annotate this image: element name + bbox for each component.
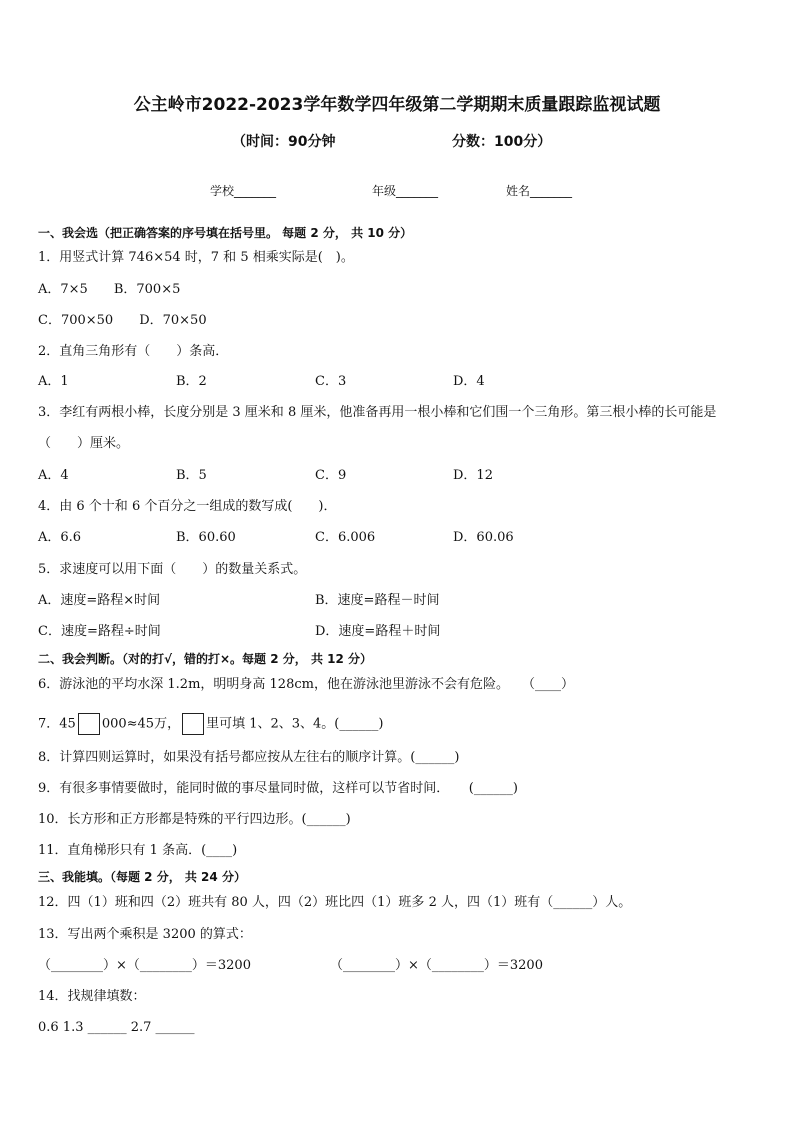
grade-field: 年级_______ [372,184,439,198]
question-1-options-row2: C．700×50 D．70×50 [38,313,207,328]
question-2-option-a: A．1 [38,374,69,389]
question-13: 13．写出两个乘积是 3200 的算式： [38,927,252,942]
page-title: 公主岭市2022-2023学年数学四年级第二学期期末质量跟踪监视试题 [133,95,661,115]
question-3-line1: 3．李红有两根小棒，长度分别是 3 厘米和 8 厘米，他准备再用一根小棒和它们围一个三角形。第三根小棒的长可能是 [38,405,717,420]
question-4-option-d: D．60.06 [453,530,514,545]
question-2-option-c: C．3 [315,374,347,389]
question-7-part3: 里可填 1、2、3、4。(______) [206,716,384,732]
question-5-option-d: D．速度=路程＋时间 [315,624,441,639]
question-14: 14．找规律填数： [38,989,146,1004]
question-2: 2．直角三角形有（ ）条高． [38,344,229,359]
question-1-options-row1: A．7×5 B．700×5 [38,282,181,297]
blank-box [182,713,204,735]
name-field: 姓名_______ [506,184,573,198]
question-2-option-d: D．4 [453,374,485,389]
section-heading-choice: 一、我会选（把正确答案的序号填在括号里。 每题 2 分， 共 10 分） [38,226,413,240]
school-field: 学校_______ [210,184,277,198]
question-7-part1: 7．45 [38,716,76,732]
question-7-part2: 000≈45万， [101,716,181,732]
question-4-option-a: A．6.6 [38,530,82,545]
question-7 [38,713,383,735]
section-heading-fill: 三、我能填。（每题 2 分， 共 24 分） [38,870,246,884]
question-5: 5．求速度可以用下面（ ）的数量关系式。 [38,562,307,577]
question-3-option-a: A．4 [38,468,69,483]
question-14-sequence: 0.6 1.3 ______ 2.7 ______ [38,1020,195,1035]
question-12: 12．四（1）班和四（2）班共有 80 人，四（2）班比四（1）班多 2 人，四（1）班有（______）人。 [38,895,632,910]
question-3-line2: （ ）厘米。 [38,436,130,451]
question-13-equation-right: （________）×（________）＝3200 [330,958,543,973]
question-3-option-b: B．5 [176,468,207,483]
question-2-option-b: B．2 [176,374,207,389]
score-label: 分数：100分） [452,134,552,150]
question-8: 8．计算四则运算时，如果没有括号都应按从左往右的顺序计算。(______) [38,750,460,765]
question-6: 6．游泳池的平均水深 1.2m，明明身高 128cm，他在游泳池里游泳不会有危险。 （____） [38,677,574,692]
question-13-equation-left: （________）×（________）＝3200 [38,958,251,973]
question-4-option-b: B．60.60 [176,530,236,545]
question-9: 9．有很多事情要做时，能同时做的事尽量同时做，这样可以节省时间． (______) [38,781,518,796]
question-4: 4．由 6 个十和 6 个百分之一组成的数写成( )． [38,499,337,514]
question-4-option-c: C．6.006 [315,530,376,545]
question-11: 11．直角梯形只有 1 条高．(____) [38,843,238,858]
question-5-option-a: A．速度=路程×时间 [38,593,161,608]
question-5-option-b: B．速度=路程－时间 [315,593,440,608]
question-5-option-c: C．速度=路程÷时间 [38,624,161,639]
time-label: （时间：90分钟 [232,134,336,150]
question-3-option-d: D．12 [453,468,493,483]
blank-box [78,713,100,735]
question-3-option-c: C．9 [315,468,347,483]
section-heading-judge: 二、我会判断。（对的打√，错的打×。每题 2 分， 共 12 分） [38,652,372,666]
question-10: 10．长方形和正方形都是特殊的平行四边形。(______) [38,812,351,827]
question-1: 1．用竖式计算 746×54 时，7 和 5 相乘实际是( )。 [38,250,354,265]
